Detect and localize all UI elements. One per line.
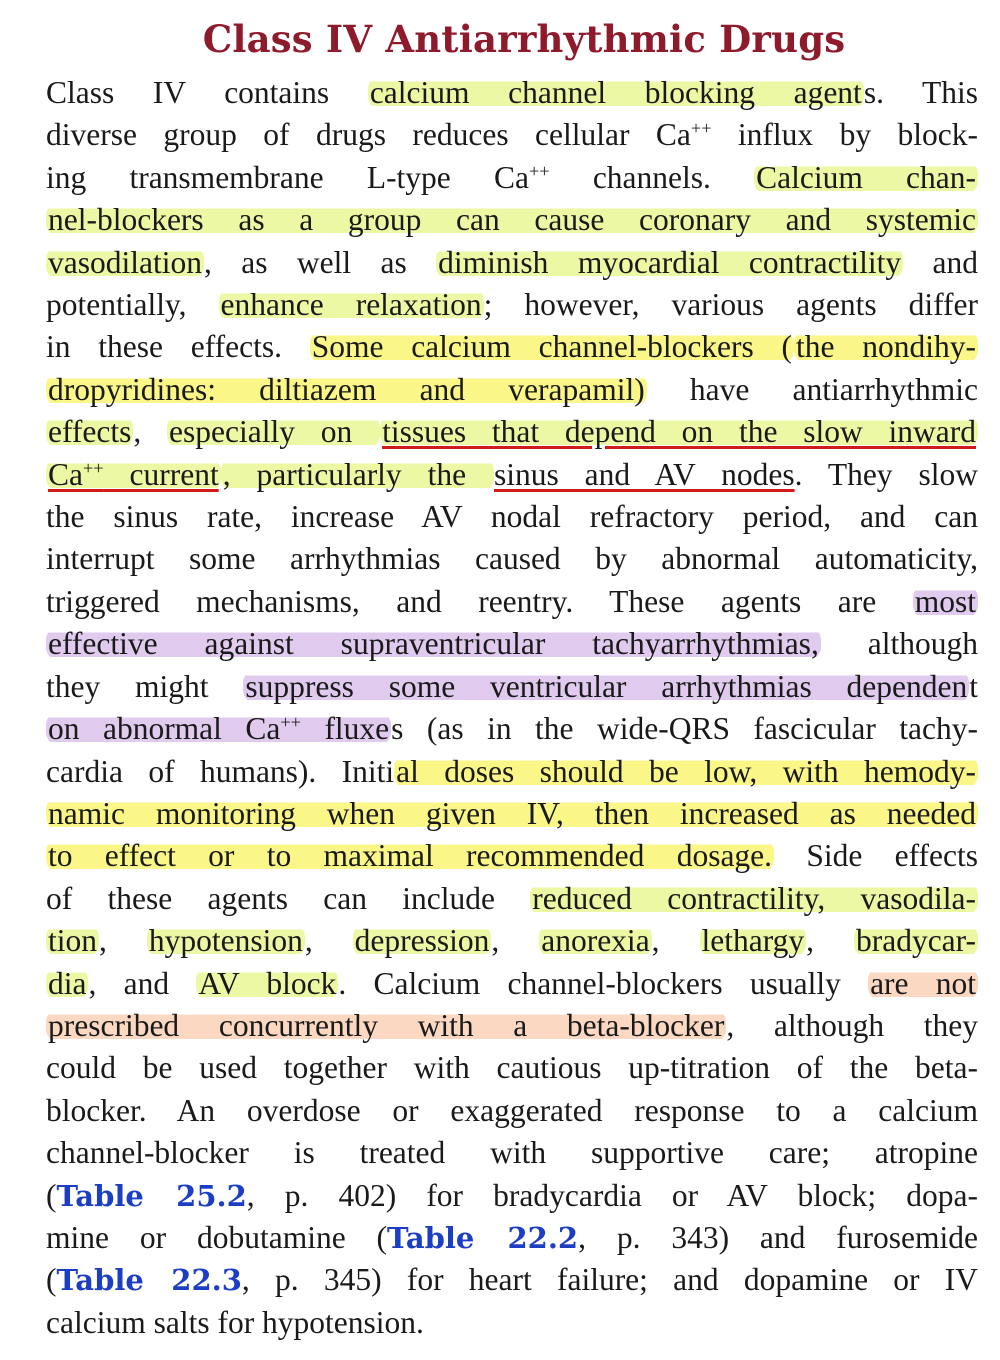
highlight-orange: are not [870, 965, 977, 1001]
highlight-green: Calcium chan- [756, 159, 976, 195]
text-line: channel-blocker is treated with supportive care; atropine [46, 1135, 978, 1171]
highlight-green: , particularly the [222, 456, 492, 492]
text-run: , [651, 923, 700, 959]
text-line [46, 920, 978, 962]
highlight-green: nel-blockers as a group can cause coronary and systemic [48, 202, 976, 238]
text-run: t [969, 668, 978, 704]
page-title: Class IV Antiarrhythmic Drugs [202, 17, 846, 61]
text-line [46, 1005, 978, 1047]
text-run: , [99, 923, 147, 959]
text-run: , [304, 923, 353, 959]
text-run: mine or dobutamine ( [46, 1219, 388, 1255]
highlight-green: hypotension [148, 923, 303, 959]
text-run: on abnormal Ca [48, 711, 281, 747]
text-line [46, 708, 978, 750]
text-run: influx by block- [711, 117, 979, 153]
text-run: Side effects [774, 838, 978, 874]
text-run: Ca [48, 456, 83, 492]
highlight-green: tion [48, 923, 98, 959]
highlight-yellow: the nondihy- [796, 329, 976, 365]
text-run: triggered mechanisms, and reentry. These agents are [46, 583, 913, 619]
text-run: , [133, 414, 168, 450]
highlight-purple: effective against supraventricular tachyarrhythmias, [48, 626, 819, 662]
highlight-green: calcium channel blocking agent [369, 75, 862, 110]
text-run: current [103, 456, 219, 492]
text-run: . They slow [794, 456, 978, 492]
text-run: have antiarrhythmic [646, 371, 978, 407]
text-run: , p. 343) and furosemide [578, 1219, 978, 1255]
text-line [46, 623, 978, 665]
text-line [46, 157, 978, 199]
text-run: , as well as [203, 244, 437, 280]
text-line [46, 793, 978, 835]
text-run: s. This [863, 75, 979, 110]
superscript: ++ [690, 118, 712, 139]
text-run: , p. 402) for bradycardia or AV block; dopa- [246, 1177, 978, 1213]
text-line [46, 72, 978, 114]
text-run: , p. 345) for heart failure; and dopamine or IV [241, 1262, 978, 1298]
text-run: , although they [726, 1007, 978, 1043]
text-run: , [806, 923, 854, 959]
text-line [46, 1217, 978, 1259]
superscript: ++ [529, 160, 550, 181]
highlight-purple: suppress some ventricular arrhythmias dependen [245, 668, 968, 704]
text-run: diverse group of drugs reduces cellular Ca [46, 117, 691, 153]
highlight-orange: prescribed concurrently with a beta-blocker [48, 1007, 725, 1043]
text-line [46, 454, 978, 496]
text-line [46, 751, 978, 793]
highlight-green: diminish myocardial contractility [438, 244, 902, 280]
body-paragraph [46, 72, 978, 1344]
text-line: interrupt some arrhythmias caused by abnormal automaticity, [46, 541, 978, 577]
highlight-green: AV block [198, 965, 337, 1001]
text-run: channels. [549, 159, 755, 195]
highlight-green: vasodilation [48, 244, 202, 280]
text-line: could be used together with cautious up-titration of the beta- [46, 1050, 978, 1086]
text-run: in these effects. [46, 329, 310, 365]
text-line [46, 284, 978, 326]
underline-red [46, 457, 221, 492]
highlight-green: lethargy [701, 923, 805, 959]
text-line [46, 666, 978, 708]
highlight-green: especially on [169, 414, 379, 450]
text-run: ( [46, 1262, 57, 1298]
text-run: ( [46, 1177, 57, 1213]
text-run: Class IV contains [46, 75, 368, 110]
text-line [46, 878, 978, 920]
highlight-green: reduced contractility, vasodila- [532, 880, 976, 916]
highlight-yellow: al doses should be low, with hemody- [396, 753, 976, 789]
text-run: cardia of humans). Initi [46, 753, 395, 789]
highlight-yellow: namic monitoring when given IV, then increased as needed [48, 795, 976, 831]
table-22-3-link[interactable]: Table 22.3 [56, 1263, 242, 1298]
text-run: although [820, 626, 978, 662]
superscript: ++ [280, 712, 301, 733]
text-line [46, 369, 978, 411]
text-run: . Calcium channel-blockers usually [338, 965, 869, 1001]
text-run: potentially, [46, 287, 219, 323]
text-run: s (as in the wide-QRS fascicular tachy- [391, 711, 979, 747]
text-line [46, 114, 978, 156]
text-run: , and [88, 965, 197, 1001]
highlight-green: anorexia [541, 923, 650, 959]
text-line: blocker. An overdose or exaggerated response to a calcium [46, 1092, 978, 1128]
text-line [46, 1175, 978, 1217]
underline-red: tissues that depend on the slow inward [382, 414, 976, 450]
text-run: of these agents can include [46, 880, 531, 916]
text-run: , [491, 923, 540, 959]
text-run: they might [46, 668, 244, 704]
highlight-yellow: dropyridines: diltiazem and verapamil) [48, 371, 645, 407]
text-line [46, 1259, 978, 1301]
highlight-yellow: to effect or to maximal recommended dosage. [48, 838, 773, 874]
text-run: ing transmembrane L-type Ca [46, 159, 529, 195]
text-line [46, 326, 978, 368]
text-line: calcium salts for hypotension. [46, 1304, 424, 1340]
highlight-green: dia [48, 965, 87, 1001]
text-line: the sinus rate, increase AV nodal refractory period, and can [46, 499, 978, 535]
highlight-purple: most [914, 583, 976, 619]
text-line [46, 581, 978, 623]
superscript: ++ [83, 457, 104, 478]
text-line [46, 411, 978, 453]
text-run: ; however, various agents differ [483, 287, 978, 323]
highlight-yellow: Some calcium channel-blockers ( [311, 329, 793, 365]
text-line [46, 242, 978, 284]
highlight-green: bradycar- [855, 923, 977, 959]
text-line [46, 835, 978, 877]
highlight-green: depression [354, 923, 490, 959]
highlight-purple [46, 711, 391, 746]
text-line [46, 963, 978, 1005]
table-22-2-link[interactable]: Table 22.2 [387, 1220, 579, 1255]
table-25-2-link[interactable]: Table 25.2 [56, 1178, 247, 1213]
highlight-green: effects [48, 414, 132, 450]
text-line [46, 199, 978, 241]
highlight-green: enhance relaxation [220, 287, 482, 323]
text-run: and [903, 244, 979, 280]
underline-red: sinus and AV nodes [494, 456, 795, 492]
text-run: fluxe [300, 711, 390, 747]
